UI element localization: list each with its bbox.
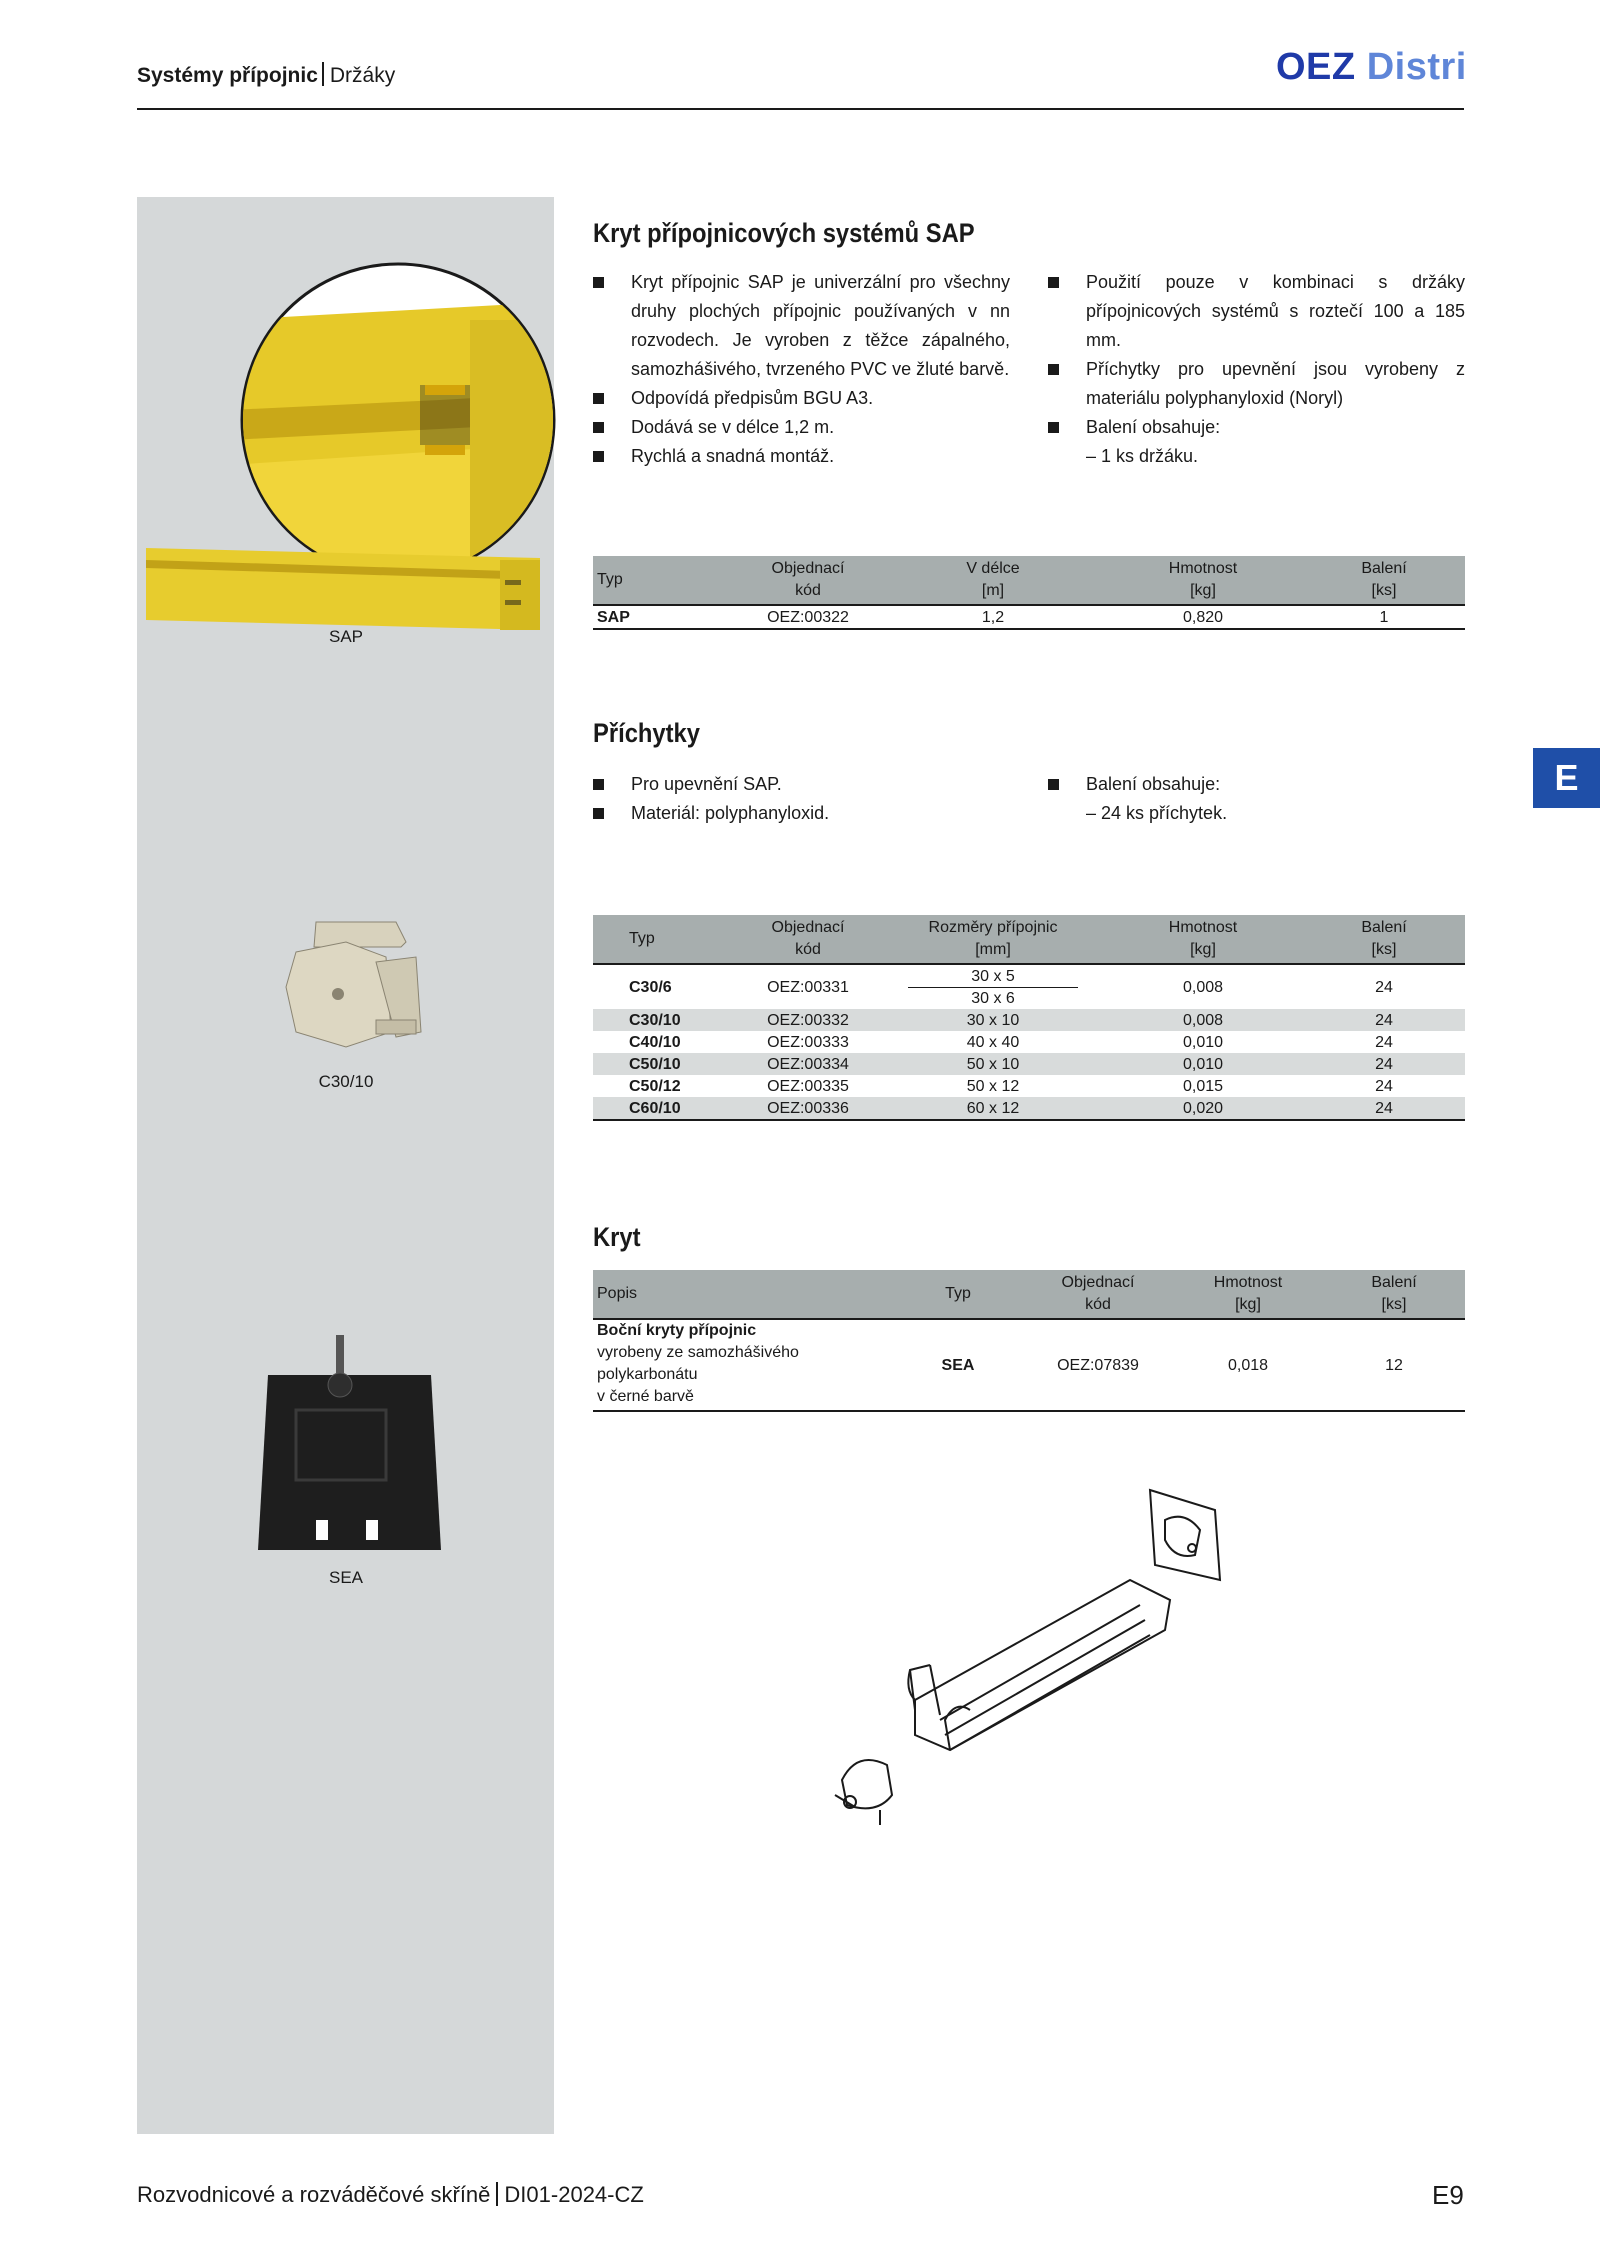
table-header: Balení [ks]	[1303, 556, 1465, 605]
table-header: Hmotnost [kg]	[1103, 915, 1303, 964]
page-number: E9	[1432, 2180, 1464, 2210]
c3010-caption: C30/10	[318, 1072, 374, 1091]
list-item: Dodává se v délce 1,2 m.	[593, 413, 1010, 442]
table-header: Typ	[593, 556, 733, 605]
table-row: C30/10 OEZ:00332 30 x 10 0,008 24	[593, 1009, 1465, 1031]
breadcrumb-divider	[322, 62, 324, 86]
sap-title: Kryt přípojnicových systémů SAP	[593, 218, 975, 248]
list-item: Kryt přípojnic SAP je univerzální pro všechny druhy plochých přípojnic používaných v nn rozvodech. Je vyroben z těžce zápalného, samozhášivého, tvrzeného PVC ve žluté barvě.	[593, 268, 1010, 384]
table-row: C60/10 OEZ:00336 60 x 12 0,020 24	[593, 1097, 1465, 1120]
table-header: Objednací kód	[733, 915, 883, 964]
kryt-title: Kryt	[593, 1222, 641, 1252]
section-tab-e[interactable]: E	[1533, 748, 1600, 808]
list-item: Rychlá a snadná montáž.	[593, 442, 1010, 471]
table-header: Hmotnost [kg]	[1103, 556, 1303, 605]
oez-distri-logo: OEZ Distri	[1276, 46, 1467, 88]
table-row: C40/10 OEZ:00333 40 x 40 0,010 24	[629, 1033, 1393, 1051]
table-row: C50/10 OEZ:00334 50 x 10 0,010 24	[593, 1053, 1465, 1075]
table-row: Boční kryty přípojnic vyrobeny ze samozhášivého polykarbonátu v černé barvě SEA OEZ:07839 0,018 12	[593, 1319, 1465, 1411]
list-item: Balení obsahuje:	[1048, 413, 1465, 442]
footer-divider	[496, 2182, 498, 2206]
table-header: Objednací kód	[733, 556, 883, 605]
list-item-dash: – 24 ks příchytek.	[1086, 803, 1228, 823]
table-row: C50/12 OEZ:00335 50 x 12 0,015 24	[629, 1077, 1393, 1095]
sap-bullets-right	[1048, 268, 1465, 471]
table-row: SAP OEZ:00322 1,2 0,820 1	[593, 605, 1465, 629]
c3010-product-image	[276, 912, 436, 1052]
list-item-dash: – 1 ks držáku.	[1086, 446, 1199, 466]
table-header: Popis	[593, 1270, 893, 1319]
assembly-line-drawing	[820, 1480, 1240, 1850]
sap-caption: SAP	[328, 627, 364, 646]
breadcrumb	[137, 62, 395, 88]
prichytky-table	[593, 915, 1465, 1121]
prichytky-title: Příchytky	[593, 718, 700, 748]
table-row: C30/6 OEZ:00331 30 x 5 30 x 6 0,008 24	[629, 967, 1393, 1007]
breadcrumb-section: Systémy přípojnic	[137, 64, 318, 87]
table-header: V délce [m]	[883, 556, 1103, 605]
sap-product-image	[140, 260, 560, 640]
table-header: Rozměry přípojnic [mm]	[883, 915, 1103, 964]
list-item: Příchytky pro upevnění jsou vyrobeny z materiálu polyphanyloxid (Noryl)	[1048, 355, 1465, 413]
table-header: Hmotnost [kg]	[1173, 1270, 1323, 1319]
table-header: Balení [ks]	[1323, 1270, 1465, 1319]
table-header: Objednací kód	[1023, 1270, 1173, 1319]
table-header: Balení [ks]	[1303, 915, 1465, 964]
breadcrumb-subsection: Držáky	[329, 64, 396, 87]
sea-product-image	[256, 1330, 446, 1560]
kryt-table	[593, 1270, 1465, 1412]
footer-title: Rozvodnicové a rozváděčové skříně DI01-2024-CZ	[137, 2182, 644, 2207]
list-item: Materiál: polyphanyloxid.	[593, 799, 1010, 828]
prichytky-bullets-left	[593, 770, 1010, 828]
sap-bullets-left	[593, 268, 1010, 471]
list-item: Balení obsahuje:	[1048, 770, 1465, 799]
list-item: Použití pouze v kombinaci s držáky přípojnicových systémů s roztečí 100 a 185 mm.	[1048, 268, 1465, 355]
table-header: Typ	[593, 915, 733, 964]
list-item: Pro upevnění SAP.	[593, 770, 1010, 799]
header-rule	[137, 108, 1464, 110]
table-header: Typ	[893, 1270, 1023, 1319]
sap-table	[593, 556, 1465, 630]
prichytky-bullets-right	[1048, 770, 1465, 828]
list-item: Odpovídá předpisům BGU A3.	[593, 384, 1010, 413]
sea-caption: SEA	[328, 1568, 364, 1587]
